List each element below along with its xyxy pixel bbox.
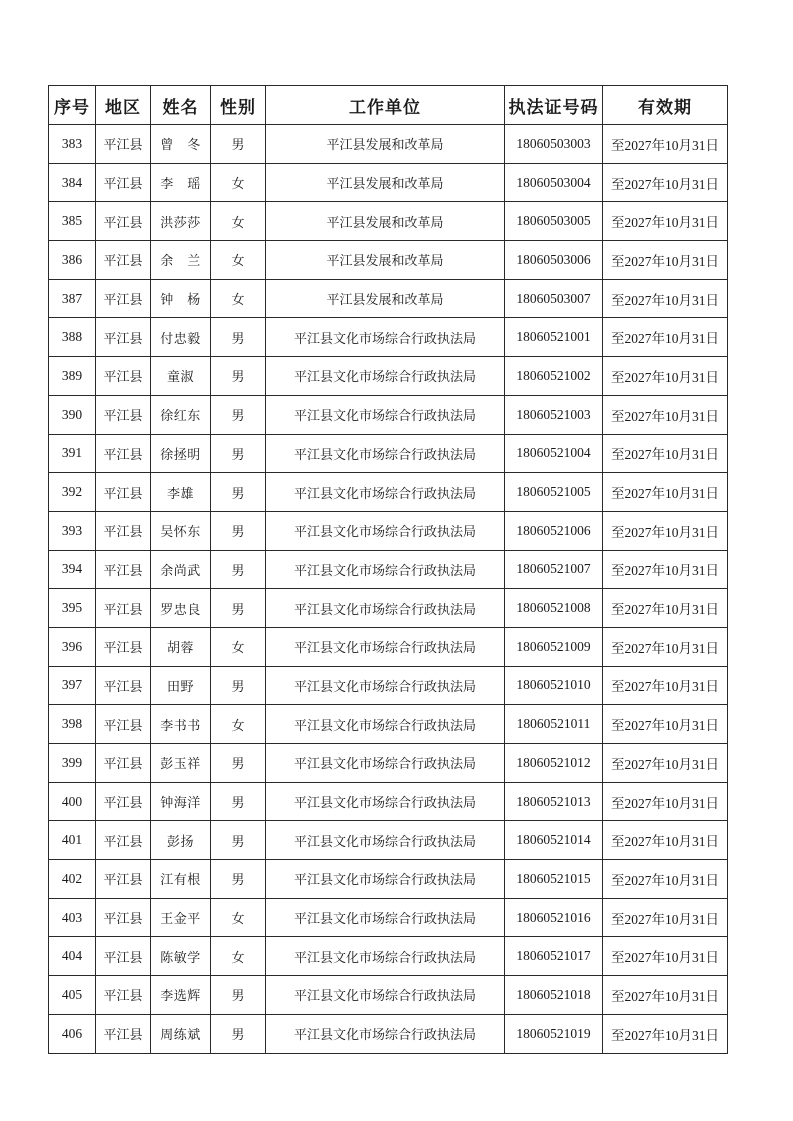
- cell-gender: 女: [211, 898, 266, 937]
- cell-seq: 403: [49, 898, 96, 937]
- cell-seq: 401: [49, 821, 96, 860]
- cell-region: 平江县: [96, 395, 151, 434]
- cell-validity: 至2027年10月31日: [603, 821, 728, 860]
- cell-unit: 平江县文化市场综合行政执法局: [266, 860, 505, 899]
- cell-region: 平江县: [96, 860, 151, 899]
- header-name: 姓名: [151, 86, 211, 125]
- cell-gender: 女: [211, 705, 266, 744]
- cell-name: 童淑: [151, 357, 211, 396]
- cell-name: 罗忠良: [151, 589, 211, 628]
- cell-name: 洪莎莎: [151, 202, 211, 241]
- cell-name: 彭玉祥: [151, 744, 211, 783]
- cell-seq: 405: [49, 976, 96, 1015]
- cell-validity: 至2027年10月31日: [603, 860, 728, 899]
- cell-gender: 男: [211, 395, 266, 434]
- cell-gender: 男: [211, 318, 266, 357]
- table-row: [49, 511, 728, 550]
- cell-code: 18060521003: [505, 395, 603, 434]
- cell-seq: 398: [49, 705, 96, 744]
- cell-region: 平江县: [96, 202, 151, 241]
- cell-code: 18060521001: [505, 318, 603, 357]
- cell-unit: 平江县发展和改革局: [266, 279, 505, 318]
- table-row: [49, 318, 728, 357]
- cell-validity: 至2027年10月31日: [603, 163, 728, 202]
- cell-name: 陈敏学: [151, 937, 211, 976]
- cell-name: 李 瑶: [151, 163, 211, 202]
- cell-validity: 至2027年10月31日: [603, 318, 728, 357]
- cell-code: 18060503003: [505, 125, 603, 164]
- cell-region: 平江县: [96, 434, 151, 473]
- table-row: [49, 473, 728, 512]
- cell-code: 18060521019: [505, 1014, 603, 1053]
- cell-gender: 男: [211, 782, 266, 821]
- cell-gender: 男: [211, 357, 266, 396]
- cell-code: 18060521009: [505, 627, 603, 666]
- cell-gender: 女: [211, 937, 266, 976]
- cell-seq: 400: [49, 782, 96, 821]
- table-row: [49, 125, 728, 164]
- cell-validity: 至2027年10月31日: [603, 550, 728, 589]
- cell-unit: 平江县文化市场综合行政执法局: [266, 434, 505, 473]
- cell-code: 18060521013: [505, 782, 603, 821]
- cell-code: 18060521004: [505, 434, 603, 473]
- cell-code: 18060503004: [505, 163, 603, 202]
- table-row: [49, 1014, 728, 1053]
- cell-unit: 平江县文化市场综合行政执法局: [266, 1014, 505, 1053]
- table-row: [49, 860, 728, 899]
- cell-region: 平江县: [96, 976, 151, 1015]
- header-seq: 序号: [49, 86, 96, 125]
- cell-unit: 平江县文化市场综合行政执法局: [266, 589, 505, 628]
- cell-seq: 394: [49, 550, 96, 589]
- table-header-row: [49, 86, 728, 125]
- cell-region: 平江县: [96, 666, 151, 705]
- cell-seq: 390: [49, 395, 96, 434]
- cell-seq: 384: [49, 163, 96, 202]
- cell-code: 18060521016: [505, 898, 603, 937]
- cell-validity: 至2027年10月31日: [603, 434, 728, 473]
- cell-name: 江有根: [151, 860, 211, 899]
- cell-validity: 至2027年10月31日: [603, 627, 728, 666]
- cell-gender: 男: [211, 125, 266, 164]
- cell-unit: 平江县发展和改革局: [266, 202, 505, 241]
- header-validity: 有效期: [603, 86, 728, 125]
- cell-unit: 平江县发展和改革局: [266, 163, 505, 202]
- cell-name: 王金平: [151, 898, 211, 937]
- table-row: [49, 782, 728, 821]
- cell-name: 李书书: [151, 705, 211, 744]
- table-row: [49, 589, 728, 628]
- cell-gender: 女: [211, 627, 266, 666]
- cell-gender: 男: [211, 511, 266, 550]
- cell-region: 平江县: [96, 589, 151, 628]
- cell-code: 18060521010: [505, 666, 603, 705]
- table-row: [49, 627, 728, 666]
- cell-validity: 至2027年10月31日: [603, 511, 728, 550]
- cell-code: 18060521002: [505, 357, 603, 396]
- cell-region: 平江县: [96, 744, 151, 783]
- header-gender: 性别: [211, 86, 266, 125]
- cell-region: 平江县: [96, 125, 151, 164]
- cell-validity: 至2027年10月31日: [603, 666, 728, 705]
- cell-validity: 至2027年10月31日: [603, 782, 728, 821]
- cell-unit: 平江县文化市场综合行政执法局: [266, 473, 505, 512]
- cell-region: 平江县: [96, 550, 151, 589]
- cell-seq: 385: [49, 202, 96, 241]
- cell-validity: 至2027年10月31日: [603, 976, 728, 1015]
- cell-code: 18060521011: [505, 705, 603, 744]
- cell-validity: 至2027年10月31日: [603, 241, 728, 280]
- cell-gender: 女: [211, 163, 266, 202]
- cell-region: 平江县: [96, 241, 151, 280]
- table-row: [49, 550, 728, 589]
- cell-name: 付忠毅: [151, 318, 211, 357]
- cell-unit: 平江县文化市场综合行政执法局: [266, 666, 505, 705]
- cell-unit: 平江县文化市场综合行政执法局: [266, 898, 505, 937]
- cell-code: 18060521008: [505, 589, 603, 628]
- cell-name: 胡蓉: [151, 627, 211, 666]
- table-row: [49, 241, 728, 280]
- cell-validity: 至2027年10月31日: [603, 279, 728, 318]
- cell-region: 平江县: [96, 1014, 151, 1053]
- cell-seq: 393: [49, 511, 96, 550]
- table-row: [49, 705, 728, 744]
- cell-unit: 平江县文化市场综合行政执法局: [266, 821, 505, 860]
- cell-gender: 女: [211, 279, 266, 318]
- cell-validity: 至2027年10月31日: [603, 395, 728, 434]
- cell-name: 周练斌: [151, 1014, 211, 1053]
- cell-unit: 平江县文化市场综合行政执法局: [266, 627, 505, 666]
- cell-seq: 392: [49, 473, 96, 512]
- header-region: 地区: [96, 86, 151, 125]
- table-row: [49, 279, 728, 318]
- cell-unit: 平江县文化市场综合行政执法局: [266, 782, 505, 821]
- cell-gender: 男: [211, 860, 266, 899]
- cell-region: 平江县: [96, 898, 151, 937]
- table-row: [49, 821, 728, 860]
- cell-gender: 男: [211, 976, 266, 1015]
- cell-name: 余 兰: [151, 241, 211, 280]
- cell-unit: 平江县发展和改革局: [266, 125, 505, 164]
- cell-gender: 男: [211, 473, 266, 512]
- cell-code: 18060521017: [505, 937, 603, 976]
- cell-unit: 平江县文化市场综合行政执法局: [266, 511, 505, 550]
- table-row: [49, 434, 728, 473]
- cell-code: 18060521006: [505, 511, 603, 550]
- cell-seq: 383: [49, 125, 96, 164]
- cell-seq: 397: [49, 666, 96, 705]
- table-body: [49, 125, 728, 1054]
- cell-name: 田野: [151, 666, 211, 705]
- cell-region: 平江县: [96, 279, 151, 318]
- cell-unit: 平江县文化市场综合行政执法局: [266, 318, 505, 357]
- cell-region: 平江县: [96, 937, 151, 976]
- cell-code: 18060521018: [505, 976, 603, 1015]
- table-row: [49, 744, 728, 783]
- cell-name: 徐拯明: [151, 434, 211, 473]
- cell-seq: 406: [49, 1014, 96, 1053]
- cell-seq: 386: [49, 241, 96, 280]
- cell-name: 徐红东: [151, 395, 211, 434]
- cell-code: 18060521012: [505, 744, 603, 783]
- cell-name: 李雄: [151, 473, 211, 512]
- cell-name: 余尚武: [151, 550, 211, 589]
- cell-code: 18060503005: [505, 202, 603, 241]
- table-row: [49, 898, 728, 937]
- cell-seq: 402: [49, 860, 96, 899]
- cell-gender: 男: [211, 666, 266, 705]
- cell-unit: 平江县文化市场综合行政执法局: [266, 357, 505, 396]
- cell-name: 彭扬: [151, 821, 211, 860]
- cell-gender: 男: [211, 744, 266, 783]
- cell-gender: 男: [211, 434, 266, 473]
- cell-code: 18060521015: [505, 860, 603, 899]
- table-row: [49, 163, 728, 202]
- cell-gender: 男: [211, 589, 266, 628]
- cell-seq: 389: [49, 357, 96, 396]
- cell-code: 18060521007: [505, 550, 603, 589]
- cell-seq: 399: [49, 744, 96, 783]
- cell-name: 李选辉: [151, 976, 211, 1015]
- table-row: [49, 202, 728, 241]
- table-row: [49, 395, 728, 434]
- cell-region: 平江县: [96, 318, 151, 357]
- enforcement-certificate-table: [48, 85, 728, 1054]
- cell-validity: 至2027年10月31日: [603, 202, 728, 241]
- cell-seq: 404: [49, 937, 96, 976]
- header-code: 执法证号码: [505, 86, 603, 125]
- cell-gender: 女: [211, 202, 266, 241]
- cell-name: 曾 冬: [151, 125, 211, 164]
- table-row: [49, 976, 728, 1015]
- cell-region: 平江县: [96, 782, 151, 821]
- cell-gender: 女: [211, 241, 266, 280]
- cell-unit: 平江县文化市场综合行政执法局: [266, 705, 505, 744]
- cell-code: 18060521014: [505, 821, 603, 860]
- cell-gender: 男: [211, 1014, 266, 1053]
- cell-validity: 至2027年10月31日: [603, 937, 728, 976]
- cell-gender: 男: [211, 821, 266, 860]
- cell-code: 18060503006: [505, 241, 603, 280]
- cell-seq: 395: [49, 589, 96, 628]
- cell-unit: 平江县文化市场综合行政执法局: [266, 976, 505, 1015]
- cell-unit: 平江县文化市场综合行政执法局: [266, 744, 505, 783]
- cell-region: 平江县: [96, 511, 151, 550]
- cell-name: 吴怀东: [151, 511, 211, 550]
- cell-validity: 至2027年10月31日: [603, 744, 728, 783]
- cell-code: 18060521005: [505, 473, 603, 512]
- cell-unit: 平江县发展和改革局: [266, 241, 505, 280]
- document-page: [48, 85, 727, 1054]
- cell-region: 平江县: [96, 705, 151, 744]
- cell-validity: 至2027年10月31日: [603, 357, 728, 396]
- cell-unit: 平江县文化市场综合行政执法局: [266, 937, 505, 976]
- table-row: [49, 937, 728, 976]
- table-row: [49, 666, 728, 705]
- header-unit: 工作单位: [266, 86, 505, 125]
- cell-name: 钟海洋: [151, 782, 211, 821]
- cell-validity: 至2027年10月31日: [603, 589, 728, 628]
- cell-code: 18060503007: [505, 279, 603, 318]
- cell-seq: 391: [49, 434, 96, 473]
- cell-validity: 至2027年10月31日: [603, 1014, 728, 1053]
- cell-region: 平江县: [96, 627, 151, 666]
- table-row: [49, 357, 728, 396]
- cell-region: 平江县: [96, 163, 151, 202]
- cell-validity: 至2027年10月31日: [603, 898, 728, 937]
- cell-unit: 平江县文化市场综合行政执法局: [266, 550, 505, 589]
- cell-region: 平江县: [96, 357, 151, 396]
- cell-validity: 至2027年10月31日: [603, 705, 728, 744]
- cell-name: 钟 杨: [151, 279, 211, 318]
- cell-seq: 388: [49, 318, 96, 357]
- cell-region: 平江县: [96, 821, 151, 860]
- cell-validity: 至2027年10月31日: [603, 125, 728, 164]
- cell-gender: 男: [211, 550, 266, 589]
- cell-region: 平江县: [96, 473, 151, 512]
- cell-validity: 至2027年10月31日: [603, 473, 728, 512]
- cell-seq: 396: [49, 627, 96, 666]
- cell-seq: 387: [49, 279, 96, 318]
- cell-unit: 平江县文化市场综合行政执法局: [266, 395, 505, 434]
